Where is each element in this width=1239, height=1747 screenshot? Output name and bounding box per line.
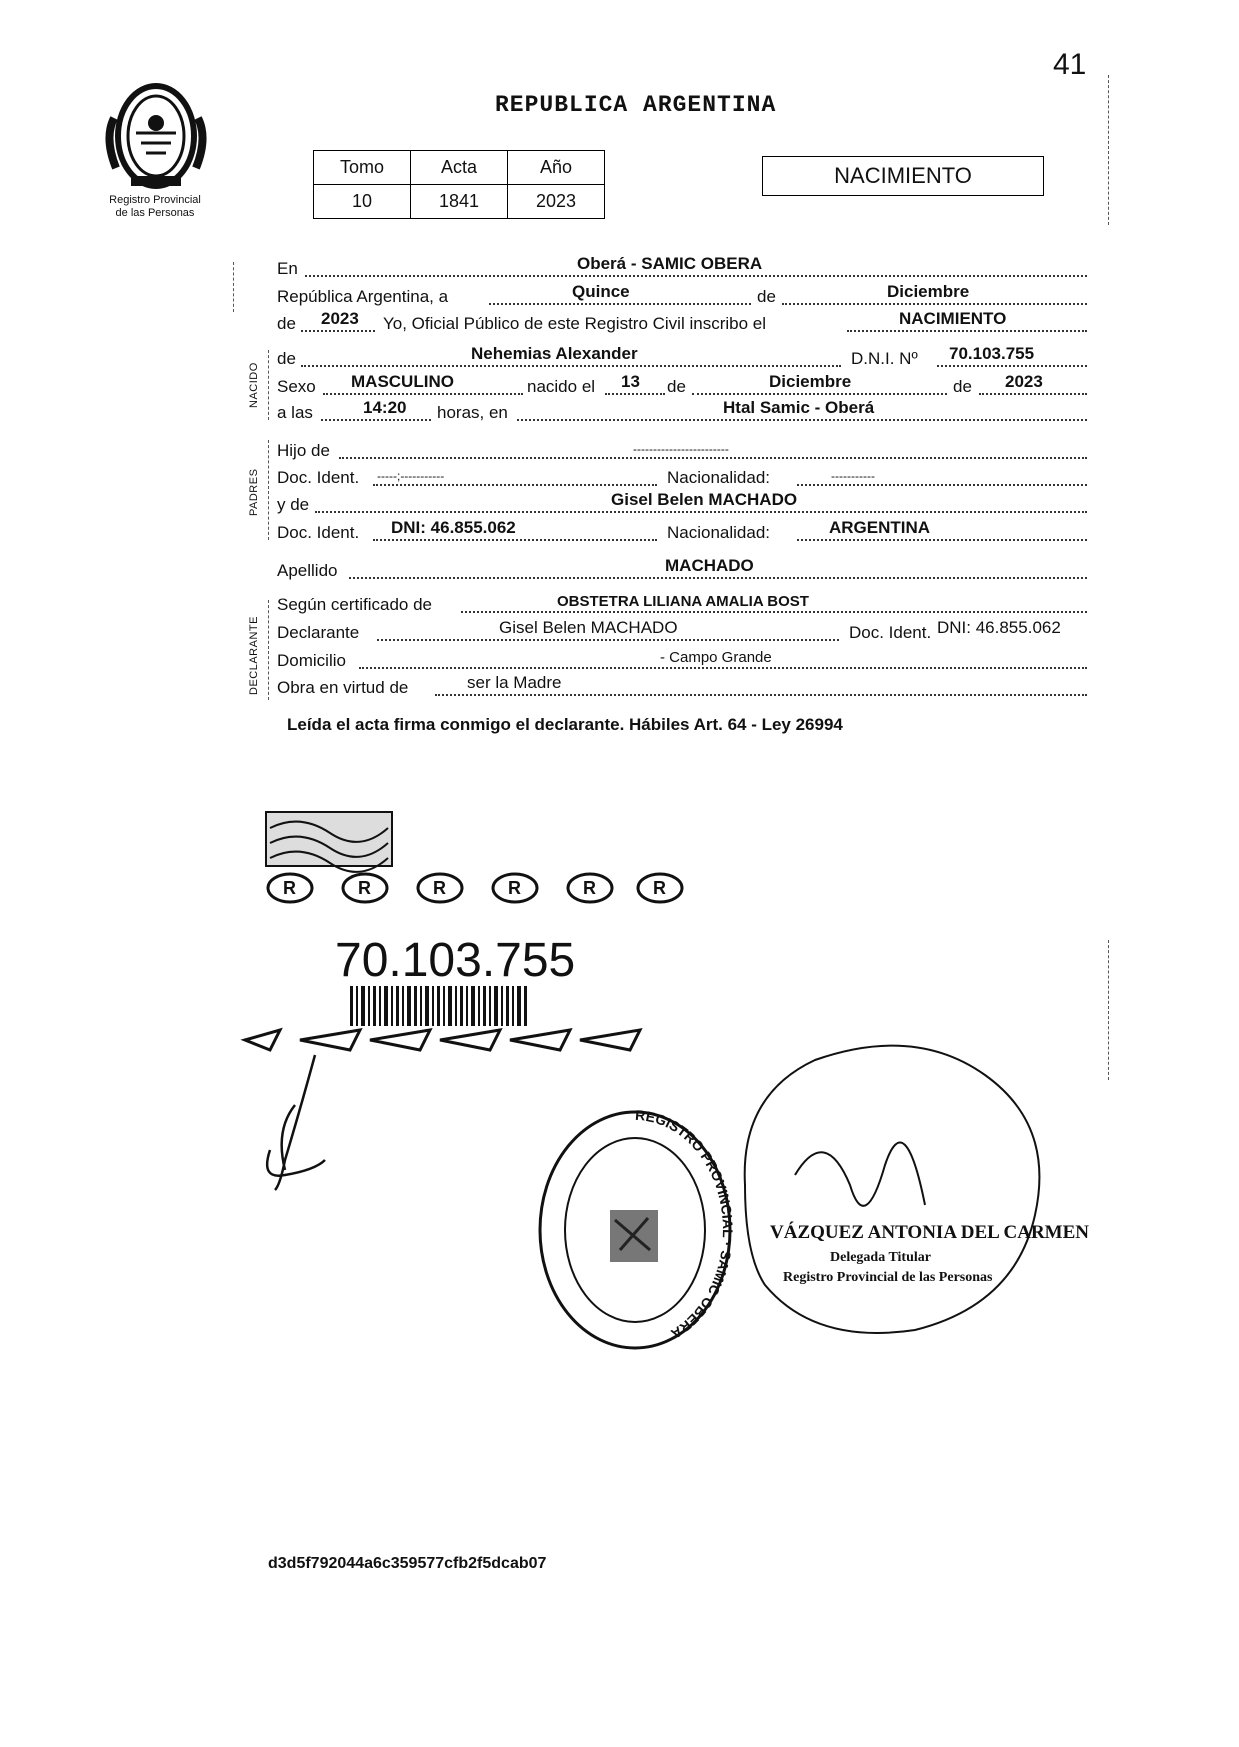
- value-sexo: MASCULINO: [351, 372, 454, 391]
- margin-mark: [233, 262, 234, 312]
- value-acta: 1841: [411, 185, 508, 219]
- value-madre-doc: DNI: 46.855.062: [391, 518, 516, 537]
- register-table-values: [314, 185, 605, 219]
- value-domicilio: - Campo Grande: [660, 649, 772, 666]
- value-declarante: Gisel Belen MACHADO: [499, 618, 678, 637]
- record-type-box: NACIMIENTO: [762, 156, 1044, 196]
- row-hora: a las 14:20 horas, en Htal Samic - Oberá: [277, 399, 1089, 425]
- barcode-number: 70.103.755: [335, 934, 576, 987]
- header-tomo: Tomo: [314, 151, 411, 185]
- svg-text:R: R: [508, 878, 521, 898]
- value-lugar-nac: Htal Samic - Oberá: [723, 398, 875, 417]
- signer-role: Delegada Titular: [830, 1250, 931, 1265]
- row-obra: Obra en virtud de ser la Madre: [277, 674, 1089, 700]
- value-padre-nac: -----------: [831, 469, 875, 483]
- row-sexo: Sexo MASCULINO nacido el 13 de Diciembre de 2023: [277, 373, 1089, 399]
- row-padre-doc: Doc. Ident. -----;----------- Nacionalidad: -----------: [277, 464, 1089, 490]
- register-table-header: [314, 151, 605, 185]
- closing-statement: Leída el acta firma conmigo el declarante. Hábiles Art. 64 - Ley 26994: [287, 715, 843, 734]
- value-madre: Gisel Belen MACHADO: [611, 490, 798, 509]
- row-declarante: Declarante Gisel Belen MACHADO Doc. Ident. DNI: 46.855.062: [277, 618, 1061, 642]
- margin-mark: [1108, 75, 1109, 225]
- row-madre: y de Gisel Belen MACHADO: [277, 491, 1089, 517]
- side-divider: [268, 350, 269, 420]
- value-anio: 2023: [508, 185, 605, 219]
- row-lugar: En Oberá - SAMIC OBERA: [277, 255, 1089, 281]
- value-anio-inscripcion: 2023: [321, 309, 359, 328]
- value-madre-nac: ARGENTINA: [829, 518, 931, 537]
- svg-text:R: R: [433, 878, 446, 898]
- misiones-coat-of-arms-icon: [96, 78, 216, 194]
- svg-text:R: R: [583, 878, 596, 898]
- row-apellido: Apellido MACHADO: [277, 557, 1089, 583]
- logo-caption: Registro Provincial de las Personas: [109, 194, 201, 219]
- row-madre-doc: Doc. Ident. DNI: 46.855.062 Nacionalidad: ARGENTINA: [277, 519, 1089, 545]
- header-acta: Acta: [411, 151, 508, 185]
- value-obra: ser la Madre: [467, 673, 562, 692]
- value-padre: ------------------------: [633, 442, 729, 456]
- signer-org: Registro Provincial de las Personas: [783, 1270, 993, 1285]
- value-lugar: Oberá - SAMIC OBERA: [577, 254, 763, 273]
- value-mes-nac: Diciembre: [769, 372, 852, 391]
- value-anio-nac: 2023: [1005, 372, 1043, 391]
- value-dia-inscripcion: Quince: [572, 282, 630, 301]
- value-mes-inscripcion: Diciembre: [887, 282, 970, 301]
- svg-text:R: R: [653, 878, 666, 898]
- register-table: [313, 150, 605, 219]
- handwritten-signature-left: [255, 1050, 345, 1200]
- side-divider: [268, 440, 269, 540]
- header-anio: Año: [508, 151, 605, 185]
- value-tomo: 10: [314, 185, 411, 219]
- margin-mark: [1108, 940, 1109, 1080]
- svg-text:R: R: [283, 878, 296, 898]
- document-title: REPUBLICA ARGENTINA: [495, 92, 777, 118]
- value-declarante-doc: DNI: 46.855.062: [937, 618, 1061, 637]
- row-nombre: de Nehemias Alexander D.N.I. Nº 70.103.755: [277, 345, 1089, 371]
- row-inscribo: de 2023 Yo, Oficial Público de este Registro Civil inscribo el NACIMIENTO: [277, 310, 1089, 336]
- handwritten-signature-right: [735, 1035, 1075, 1345]
- value-certificado: OBSTETRA LILIANA AMALIA BOST: [557, 593, 809, 610]
- document-hash: d3d5f792044a6c359577cfb2f5dcab07: [268, 1555, 547, 1572]
- page-number: 41: [1053, 48, 1087, 81]
- seal-ring-text: REGISTRO PROVINCIAL · SAMIC OBERA: [634, 1106, 737, 1343]
- value-hora: 14:20: [363, 398, 407, 417]
- signer-name: VÁZQUEZ ANTONIA DEL CARMEN: [770, 1222, 1090, 1243]
- row-padre: Hijo de ------------------------: [277, 437, 1089, 463]
- value-dni: 70.103.755: [949, 344, 1035, 363]
- row-domicilio: Domicilio - Campo Grande: [277, 647, 1089, 673]
- value-apellido: MACHADO: [665, 556, 754, 575]
- row-certificado: Según certificado de OBSTETRA LILIANA AMALIA BOST: [277, 591, 1089, 617]
- row-fecha: República Argentina, a Quince de Diciembre: [277, 283, 1089, 309]
- side-label-nacido: NACIDO: [248, 362, 260, 408]
- value-tipo: NACIMIENTO: [899, 309, 1007, 328]
- registry-seal-stamp: [530, 1100, 740, 1360]
- side-divider: [268, 600, 269, 700]
- svg-text:R: R: [358, 878, 371, 898]
- side-label-declarante: DECLARANTE: [248, 616, 260, 695]
- value-nombre: Nehemias Alexander: [471, 344, 638, 363]
- value-padre-doc: -----;-----------: [377, 469, 445, 483]
- value-dia-nac: 13: [621, 372, 640, 391]
- side-label-padres: PADRES: [248, 468, 260, 516]
